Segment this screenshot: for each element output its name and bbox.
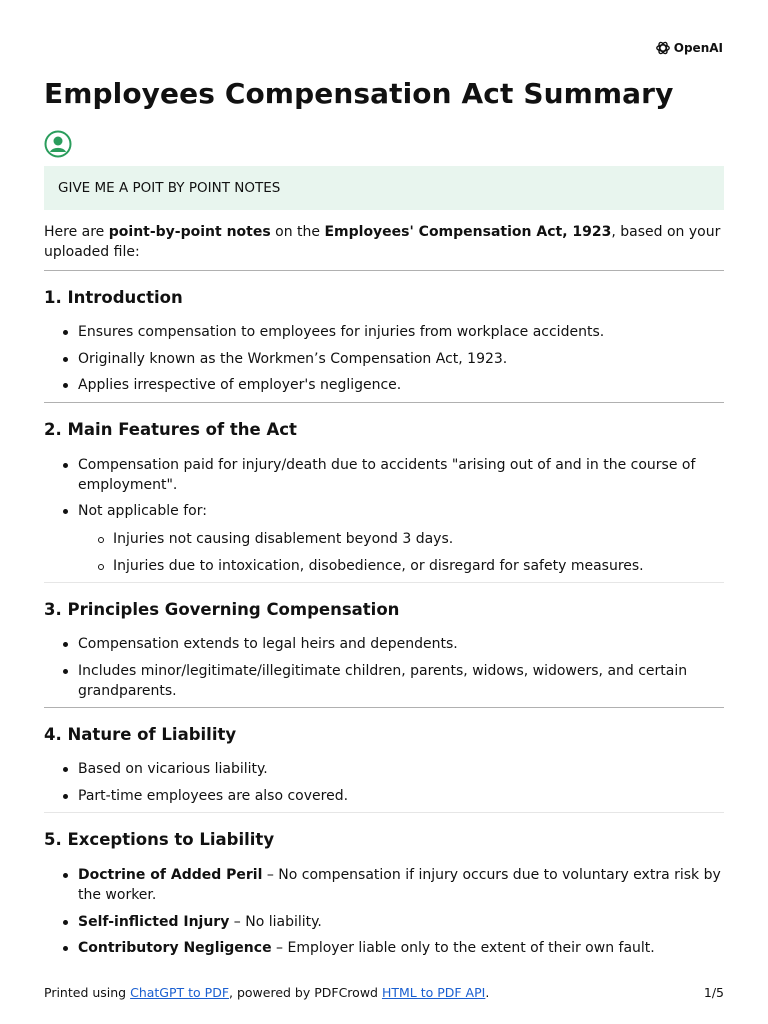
- list-item: Compensation paid for injury/death due to accidents "arising out of and in the course of employment".: [78, 455, 724, 495]
- sub-list: [78, 529, 724, 576]
- list-item: Originally known as the Workmen’s Compensation Act, 1923.: [78, 349, 724, 369]
- intro-paragraph: [44, 222, 724, 262]
- intro-bold-1: point-by-point notes: [108, 224, 271, 240]
- list-item-text: – No compensation if injury occurs due to voluntary extra risk by the worker.: [78, 867, 721, 903]
- document-content: [44, 76, 724, 965]
- footer-mid: , powered by PDFCrowd: [229, 985, 382, 1000]
- list-item: [78, 501, 724, 576]
- list-item: Part-time employees are also covered.: [78, 786, 724, 806]
- user-prompt-text: GIVE ME A POIT BY POINT NOTES: [58, 180, 281, 196]
- divider: [44, 812, 724, 813]
- list-item: Ensures compensation to employees for injuries from workplace accidents.: [78, 322, 724, 342]
- section-list: [44, 759, 724, 806]
- section-list: [44, 455, 724, 576]
- section-heading: 4. Nature of Liability: [44, 725, 237, 744]
- divider: [44, 707, 724, 708]
- user-avatar-icon: [44, 130, 72, 158]
- list-item-term: Doctrine of Added Peril: [78, 867, 263, 883]
- section-list: [44, 865, 724, 958]
- brand-name: OpenAI: [673, 41, 723, 55]
- chatgpt-to-pdf-link[interactable]: ChatGPT to PDF: [130, 985, 230, 1000]
- intro-post: , based on your uploaded file:: [44, 224, 721, 260]
- list-item: Applies irrespective of employer's negligence.: [78, 375, 724, 395]
- print-footer: [44, 985, 724, 1000]
- section-list: [44, 322, 724, 395]
- list-item: [78, 865, 724, 905]
- section-heading: 3. Principles Governing Compensation: [44, 600, 400, 619]
- section-heading: 2. Main Features of the Act: [44, 419, 297, 439]
- openai-logo: [655, 40, 723, 56]
- intro-pre: Here are: [44, 224, 109, 240]
- list-item: Based on vicarious liability.: [78, 759, 724, 779]
- section-heading: 5. Exceptions to Liability: [44, 830, 275, 849]
- divider: [44, 270, 724, 271]
- list-item-text: – Employer liable only to the extent of their own fault.: [271, 940, 655, 956]
- list-item: Compensation extends to legal heirs and dependents.: [78, 634, 724, 654]
- footer-credit: [44, 985, 489, 1000]
- list-item: [78, 938, 724, 958]
- page-title: Employees Compensation Act Summary: [44, 77, 674, 110]
- intro-bold-2: Employees' Compensation Act, 1923: [324, 224, 612, 240]
- intro-mid: on the: [270, 224, 325, 240]
- divider: [44, 402, 724, 403]
- html-to-pdf-api-link[interactable]: HTML to PDF API: [381, 985, 486, 1000]
- openai-icon: [655, 40, 671, 56]
- list-item: [78, 912, 724, 932]
- sub-list-item: Injuries due to intoxication, disobedience, or disregard for safety measures.: [113, 556, 724, 576]
- list-item-text: – No liability.: [229, 913, 322, 930]
- page-number: 1/5: [703, 985, 724, 1000]
- user-prompt: [44, 166, 724, 210]
- footer-pre: Printed using: [44, 985, 131, 1000]
- section-heading: 1. Introduction: [44, 288, 183, 307]
- footer-post: .: [485, 985, 490, 1000]
- divider: [44, 582, 724, 583]
- list-item-term: Self-inflicted Injury: [78, 913, 230, 930]
- list-item-text: Not applicable for:: [78, 503, 207, 519]
- list-item: Includes minor/legitimate/illegitimate children, parents, widows, widowers, and certain grandparents.: [78, 661, 724, 701]
- sub-list-item: Injuries not causing disablement beyond 3 days.: [113, 529, 724, 549]
- list-item-term: Contributory Negligence: [78, 940, 272, 956]
- section-list: [44, 634, 724, 701]
